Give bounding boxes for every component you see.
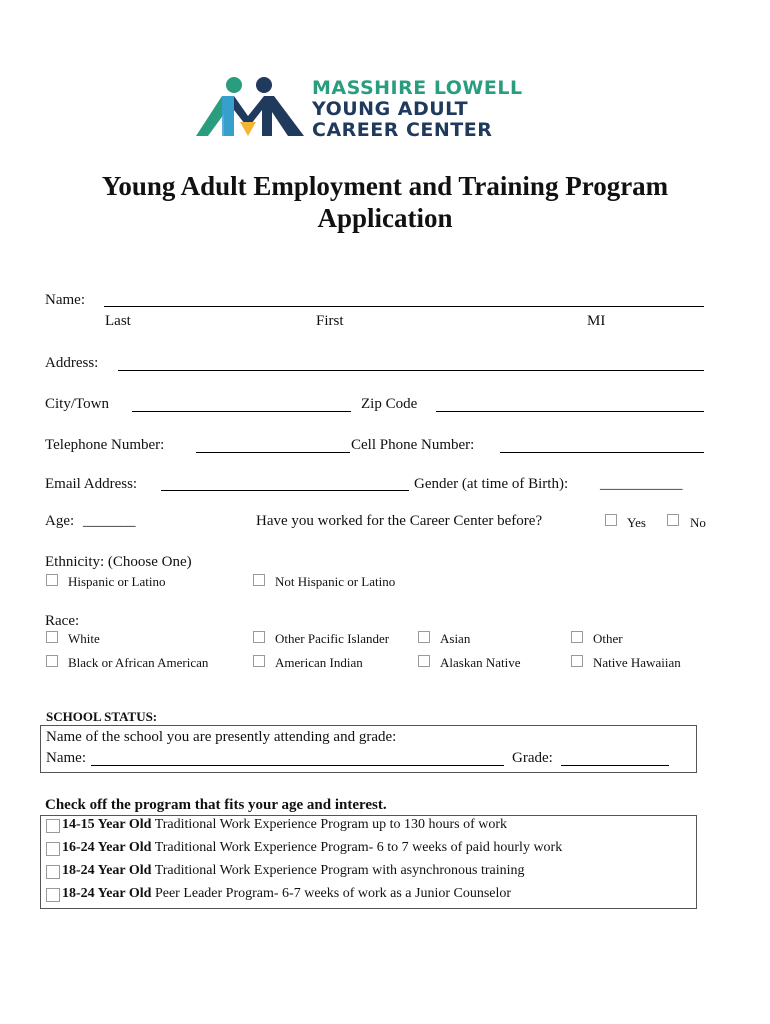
name-label: Name:	[45, 292, 85, 308]
program-2	[62, 840, 562, 856]
cell-phone-label: Cell Phone Number:	[351, 437, 475, 453]
ethnicity-not-hispanic-label: Not Hispanic or Latino	[275, 574, 396, 589]
zip-field[interactable]	[436, 411, 704, 412]
school-prompt: Name of the school you are presently attending and grade:	[46, 729, 397, 745]
program-1-checkbox[interactable]	[46, 819, 60, 833]
programs-heading: Check off the program that fits your age and interest.	[45, 797, 387, 813]
program-2-checkbox[interactable]	[46, 842, 60, 856]
race-other-pacific-islander-label: Other Pacific Islander	[275, 631, 390, 646]
program-4-desc: Peer Leader Program- 6-7 weeks of work as a Junior Counselor	[151, 886, 512, 901]
race-american-indian-checkbox[interactable]	[253, 655, 265, 667]
race-alaskan-native-label: Alaskan Native	[440, 655, 521, 670]
race-alaskan-native-checkbox[interactable]	[418, 655, 430, 667]
race-black-checkbox[interactable]	[46, 655, 58, 667]
ethnicity-not-hispanic-checkbox[interactable]	[253, 574, 265, 586]
program-2-age: 16-24 Year Old	[62, 840, 152, 855]
logo-mark-icon	[196, 76, 306, 140]
email-label: Email Address:	[45, 476, 138, 492]
logo-line-1: MASSHIRE LOWELL	[312, 77, 523, 99]
school-grade-label: Grade:	[512, 750, 553, 766]
cell-phone-field[interactable]	[500, 452, 704, 453]
gender-field[interactable]: ___________	[600, 476, 683, 492]
email-field[interactable]	[161, 490, 409, 491]
career-center-yes-checkbox[interactable]	[605, 514, 617, 526]
school-name-label: Name:	[46, 750, 86, 766]
zip-label: Zip Code	[361, 396, 418, 412]
race-american-indian-label: American Indian	[275, 655, 363, 670]
race-asian-label: Asian	[440, 631, 471, 646]
race-asian-checkbox[interactable]	[418, 631, 430, 643]
logo-line-2: YOUNG ADULT	[312, 98, 469, 120]
program-3-checkbox[interactable]	[46, 865, 60, 879]
program-4-age: 18-24 Year Old	[62, 886, 152, 901]
career-center-no-label: No	[690, 515, 706, 530]
address-label: Address:	[45, 355, 99, 371]
race-other-pacific-islander-checkbox[interactable]	[253, 631, 265, 643]
school-grade-field[interactable]	[561, 765, 669, 766]
city-label: City/Town	[45, 396, 109, 412]
career-center-no-checkbox[interactable]	[667, 514, 679, 526]
ethnicity-hispanic-label: Hispanic or Latino	[68, 574, 166, 589]
program-1-desc: Traditional Work Experience Program up to 130 hours of work	[151, 817, 508, 832]
age-field[interactable]: _______	[83, 513, 136, 529]
age-label: Age:	[45, 513, 75, 529]
city-field[interactable]	[132, 411, 351, 412]
program-1	[62, 817, 507, 833]
telephone-label: Telephone Number:	[45, 437, 165, 453]
career-center-question: Have you worked for the Career Center before?	[256, 513, 543, 529]
page-title-line-1: Young Adult Employment and Training Program	[101, 171, 669, 201]
gender-label: Gender (at time of Birth):	[414, 476, 569, 492]
name-field[interactable]	[104, 306, 704, 307]
career-center-yes-label: Yes	[627, 515, 646, 530]
address-field[interactable]	[118, 370, 704, 371]
telephone-field[interactable]	[196, 452, 350, 453]
program-4	[62, 886, 511, 902]
logo-line-3: CAREER CENTER	[312, 119, 493, 141]
race-native-hawaiian-checkbox[interactable]	[571, 655, 583, 667]
program-3-desc: Traditional Work Experience Program with asynchronous training	[151, 863, 525, 878]
race-native-hawaiian-label: Native Hawaiian	[593, 655, 681, 670]
race-other-label: Other	[593, 631, 623, 646]
program-3-age: 18-24 Year Old	[62, 863, 152, 878]
school-name-field[interactable]	[91, 765, 504, 766]
page-title-line-2: Application	[317, 203, 453, 233]
name-last-caption: Last	[105, 313, 131, 329]
program-2-desc: Traditional Work Experience Program- 6 to 7 weeks of paid hourly work	[151, 840, 563, 855]
name-first-caption: First	[316, 313, 344, 329]
program-1-age: 14-15 Year Old	[62, 817, 152, 832]
ethnicity-label: Ethnicity: (Choose One)	[45, 554, 192, 570]
race-other-checkbox[interactable]	[571, 631, 583, 643]
program-3	[62, 863, 525, 879]
school-status-heading: SCHOOL STATUS:	[46, 709, 158, 724]
race-white-label: White	[68, 631, 100, 646]
race-white-checkbox[interactable]	[46, 631, 58, 643]
race-label: Race:	[45, 613, 80, 629]
race-black-label: Black or African American	[68, 655, 209, 670]
program-4-checkbox[interactable]	[46, 888, 60, 902]
ethnicity-hispanic-checkbox[interactable]	[46, 574, 58, 586]
name-mi-caption: MI	[587, 313, 606, 329]
